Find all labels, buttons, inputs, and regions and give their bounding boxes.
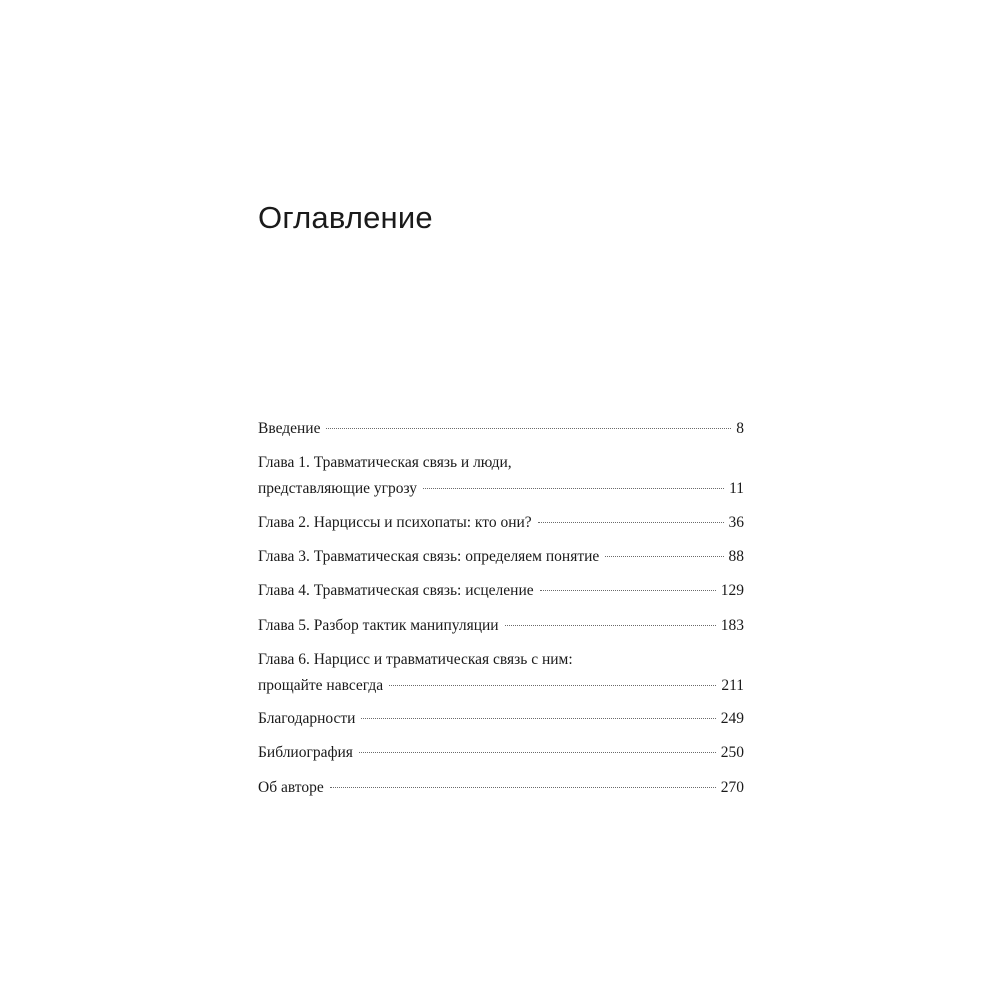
- toc-page-number: 270: [720, 779, 744, 796]
- dot-leader: [361, 718, 715, 719]
- dot-leader: [389, 685, 716, 686]
- toc-entry-chapter-5[interactable]: [258, 615, 744, 637]
- toc-page-number: 211: [721, 677, 744, 694]
- toc-entry-chapter-1[interactable]: [258, 452, 744, 500]
- toc-entry-label: Библиография: [258, 744, 353, 761]
- dot-leader: [540, 590, 716, 591]
- toc-page-number: 8: [736, 420, 744, 437]
- toc-page-number: 88: [728, 548, 744, 565]
- page-title: Оглавление: [258, 200, 433, 235]
- toc-entry-label: Глава 6. Нарцисс и травматическая связь с ним:: [258, 651, 573, 668]
- toc-entry-label-continued: представляющие угрозу: [258, 480, 418, 497]
- dot-leader: [330, 787, 716, 788]
- toc-entry-label: Благодарности: [258, 710, 356, 727]
- dot-leader: [423, 488, 724, 489]
- toc-page-number: 129: [720, 582, 744, 599]
- toc-entry-label: Глава 4. Травматическая связь: исцеление: [258, 582, 534, 599]
- toc-entry-chapter-2[interactable]: [258, 512, 744, 534]
- dot-leader: [505, 625, 716, 626]
- toc-entry-chapter-4[interactable]: [258, 580, 744, 602]
- toc-entry-label: Глава 2. Нарциссы и психопаты: кто они?: [258, 514, 532, 531]
- toc-page-number: 36: [728, 514, 744, 531]
- toc-entry-label-continued: прощайте навсегда: [258, 677, 384, 694]
- toc-entry-introduction[interactable]: [258, 418, 744, 440]
- dot-leader: [326, 428, 731, 429]
- dot-leader: [359, 752, 716, 753]
- toc-entry-chapter-6[interactable]: [258, 649, 744, 697]
- toc-page-number: 183: [720, 617, 744, 634]
- toc-page-number: 11: [729, 480, 744, 497]
- toc-entry-acknowledgements[interactable]: [258, 708, 744, 730]
- dot-leader: [605, 556, 723, 557]
- toc-entry-about-author[interactable]: [258, 777, 744, 799]
- toc-page-number: 249: [720, 710, 744, 727]
- toc-entry-label: Об авторе: [258, 779, 324, 796]
- toc-entry-label: Глава 5. Разбор тактик манипуляции: [258, 617, 499, 634]
- toc-entry-label: Глава 3. Травматическая связь: определяем понятие: [258, 548, 600, 565]
- toc-entry-label: Глава 1. Травматическая связь и люди,: [258, 454, 512, 471]
- toc-entry-bibliography[interactable]: [258, 742, 744, 764]
- toc-entry-label: Введение: [258, 420, 321, 437]
- toc-entry-chapter-3[interactable]: [258, 546, 744, 568]
- toc-page-number: 250: [720, 744, 744, 761]
- dot-leader: [538, 522, 724, 523]
